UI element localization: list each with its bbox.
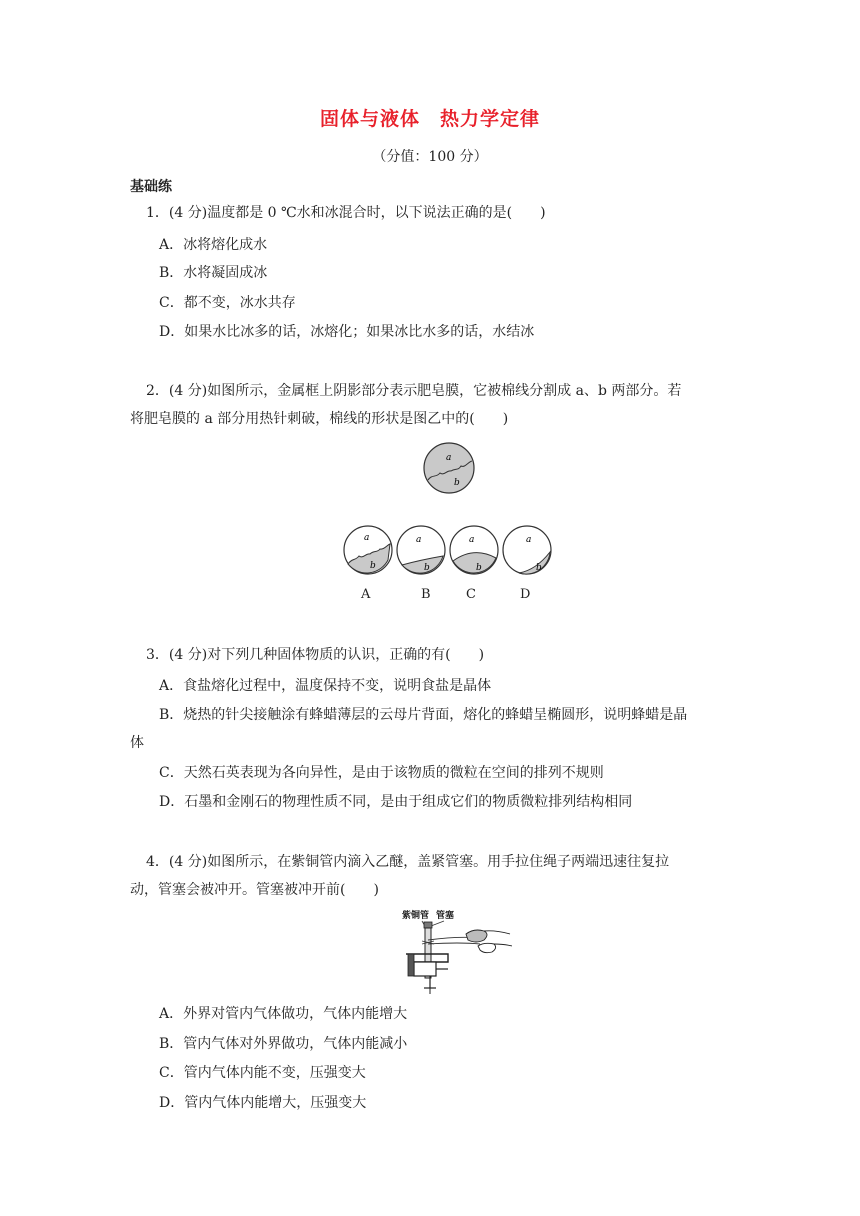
q3-option-a: A．食盐熔化过程中，温度保持不变，说明食盐是晶体 bbox=[159, 678, 492, 694]
q3-option-d: D．石墨和金刚石的物理性质不同，是由于组成它们的物质微粒排列结构相同 bbox=[159, 794, 633, 810]
q4-option-d: D．管内气体内能增大，压强变大 bbox=[159, 1095, 367, 1111]
q2-label-a: a bbox=[446, 453, 452, 463]
q2-label-b: b bbox=[454, 478, 460, 488]
q4-label-tube: 紫铜管 bbox=[402, 911, 430, 921]
q4-figure-apparatus bbox=[400, 918, 512, 996]
q2-choice-b: B bbox=[421, 587, 431, 602]
q4-option-a: A．外界对管内气体做功，气体内能增大 bbox=[159, 1006, 408, 1022]
q3-option-b-line2: 体 bbox=[130, 735, 144, 751]
q1-option-c: C．都不变，冰水共存 bbox=[159, 295, 296, 311]
q2-choice-c-film bbox=[450, 526, 498, 574]
q4-option-b: B．管内气体对外界做功，气体内能减小 bbox=[159, 1036, 408, 1052]
q4-option-c: C．管内气体内能不变，压强变大 bbox=[159, 1065, 366, 1081]
svg-text:a: a bbox=[526, 535, 532, 545]
q2-stem-line1: 2．(4 分)如图所示，金属框上阴影部分表示肥皂膜，它被棉线分割成 a、b 两部分。若 bbox=[146, 383, 682, 399]
q2-choice-a: A bbox=[361, 587, 371, 602]
svg-text:a: a bbox=[469, 535, 475, 545]
q1-option-d: D．如果水比冰多的话，冰熔化；如果冰比水多的话，水结冰 bbox=[159, 324, 535, 340]
q2-figure-yi bbox=[340, 520, 560, 580]
q2-choice-b-film bbox=[397, 526, 445, 574]
q2-choice-d: D bbox=[520, 587, 531, 602]
svg-text:a: a bbox=[416, 535, 422, 545]
svg-text:b: b bbox=[476, 563, 482, 573]
svg-text:b: b bbox=[424, 563, 430, 573]
q2-choice-c: C bbox=[466, 587, 476, 602]
section-heading: 基础练 bbox=[130, 179, 172, 195]
score-note: （分值：100 分） bbox=[372, 149, 488, 165]
svg-text:b: b bbox=[536, 563, 542, 573]
q1-option-b: B．水将凝固成冰 bbox=[159, 265, 268, 281]
q2-figure-jia bbox=[420, 440, 480, 496]
q3-option-c: C．天然石英表现为各向异性，是由于该物质的微粒在空间的排列不规则 bbox=[159, 765, 604, 781]
svg-text:a: a bbox=[364, 533, 370, 543]
q4-stem-line1: 4．(4 分)如图所示，在紫铜管内滴入乙醚，盖紧管塞。用手拉住绳子两端迅速往复拉 bbox=[146, 854, 670, 870]
svg-text:b: b bbox=[370, 561, 376, 571]
q4-label-plug: 管塞 bbox=[436, 911, 455, 921]
q4-stem-line2: 动，管塞会被冲开。管塞被冲开前( ) bbox=[130, 882, 379, 898]
q2-choice-d-film bbox=[503, 526, 551, 574]
q1-stem: 1．(4 分)温度都是 0 ℃水和冰混合时，以下说法正确的是( ) bbox=[146, 205, 546, 221]
q3-option-b-line1: B．烧热的针尖接触涂有蜂蜡薄层的云母片背面，熔化的蜂蜡呈椭圆形，说明蜂蜡是晶 bbox=[159, 707, 688, 723]
q2-choice-a-film bbox=[344, 526, 392, 574]
q2-stem-line2: 将肥皂膜的 a 部分用热针刺破，棉线的形状是图乙中的( ) bbox=[130, 411, 509, 427]
q1-option-a: A．冰将熔化成水 bbox=[159, 237, 268, 253]
page-title: 固体与液体 热力学定律 bbox=[319, 108, 540, 130]
q3-stem: 3．(4 分)对下列几种固体物质的认识，正确的有( ) bbox=[146, 647, 485, 663]
